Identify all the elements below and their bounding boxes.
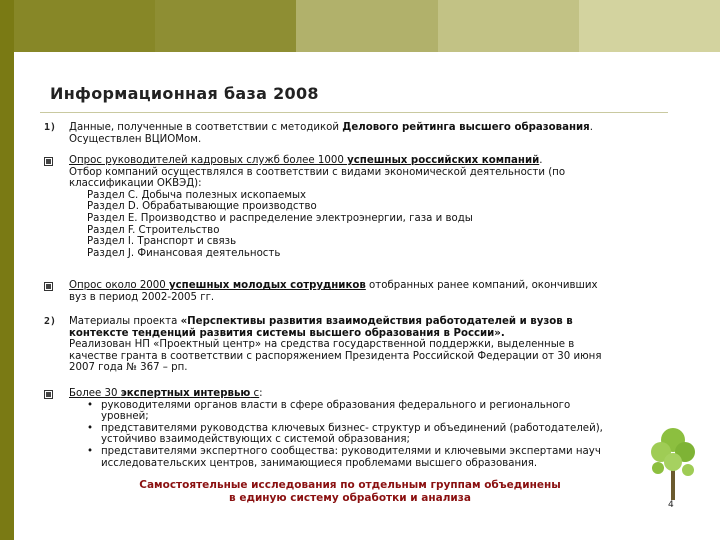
bullet-expert-interviews: Более 30 экспертных интервью с: • руководителями органов власти в сфере образования федерального и регионального уровней; • представителями руководства ключевых бизнес- структур и объединений (работодателей), устойчиво взаимодействующих с системой образования; • представителями экспертного сообщества: руководителями и ключевыми экспертами науч исследовательских центров, занимающиеся проблемами высшего образования. bbox=[69, 388, 669, 469]
section-item: Раздел D. Обрабатывающие производство bbox=[87, 201, 317, 213]
section-item: Раздел С. Добыча полезных ископаемых bbox=[87, 189, 307, 201]
title-divider bbox=[40, 112, 668, 113]
list-item: • представителями экспертного сообщества: руководителями и ключевыми экспертами науч исследовательских центров, занимающиеся проблемами высшего образования. bbox=[87, 445, 601, 469]
checkbox-bullet-icon bbox=[44, 390, 53, 399]
section-item: Раздел J. Финансовая деятельность bbox=[87, 247, 281, 259]
list-item: • представителями руководства ключевых бизнес- структур и объединений (работодателей), устойчиво взаимодействующих с системой образования; bbox=[87, 422, 603, 446]
bullet-survey-hr: Опрос руководителей кадровых служб более 1000 успешных российских компаний. Отбор компаний осуществлялся в соответствии с видами экономической деятельности (по классификации ОКВЭД): Раздел С. Добыча полезных ископаемых Раздел D. Обрабатывающие производство Раздел Е. Производство и распределение электроэнергии, газа и воды Раздел F. Строительство Раздел I. Транспорт и связь Раздел J. Финансовая деятельность bbox=[69, 155, 669, 259]
item-1-text: Данные, полученные в соответствии с методикой Делового рейтинга высшего образования. Осуществлен ВЦИОМом. bbox=[69, 122, 593, 145]
checkbox-bullet-icon bbox=[44, 282, 53, 291]
item-1-marker: 1) bbox=[44, 122, 57, 133]
accent-bar bbox=[0, 0, 14, 540]
item-2-text: Материалы проекта «Перспективы развития взаимодействия работодателей и вузов в контексте тенденций развития системы высшего образования в России». Реализован НП «Проектный центр» на средства государственной поддержки, выделенные в качестве гранта в соответствии с распоряжением Президента Российской Федерации от 30 июня 2007 года № 367 – рп. bbox=[69, 316, 602, 374]
tree-icon bbox=[648, 422, 698, 502]
page-title: Информационная база 2008 bbox=[50, 84, 319, 103]
header-band bbox=[14, 0, 720, 52]
list-item: • руководителями органов власти в сфере образования федерального и регионального уровней; bbox=[87, 399, 571, 423]
footer-note: Самостоятельные исследования по отдельным группам объединены в единую систему обработки и анализа bbox=[139, 479, 561, 504]
item-2-marker: 2) bbox=[44, 316, 57, 327]
checkbox-bullet-icon bbox=[44, 157, 53, 166]
section-item: Раздел Е. Производство и распределение электроэнергии, газа и воды bbox=[87, 212, 473, 224]
section-item: Раздел F. Строительство bbox=[87, 224, 220, 236]
bullet-survey-employees: Опрос около 2000 успешных молодых сотрудников отобранных ранее компаний, окончивших вуз в период 2002-2005 гг. bbox=[69, 280, 598, 303]
page-number: 4 bbox=[668, 500, 674, 510]
section-item: Раздел I. Транспорт и связь bbox=[87, 236, 237, 248]
